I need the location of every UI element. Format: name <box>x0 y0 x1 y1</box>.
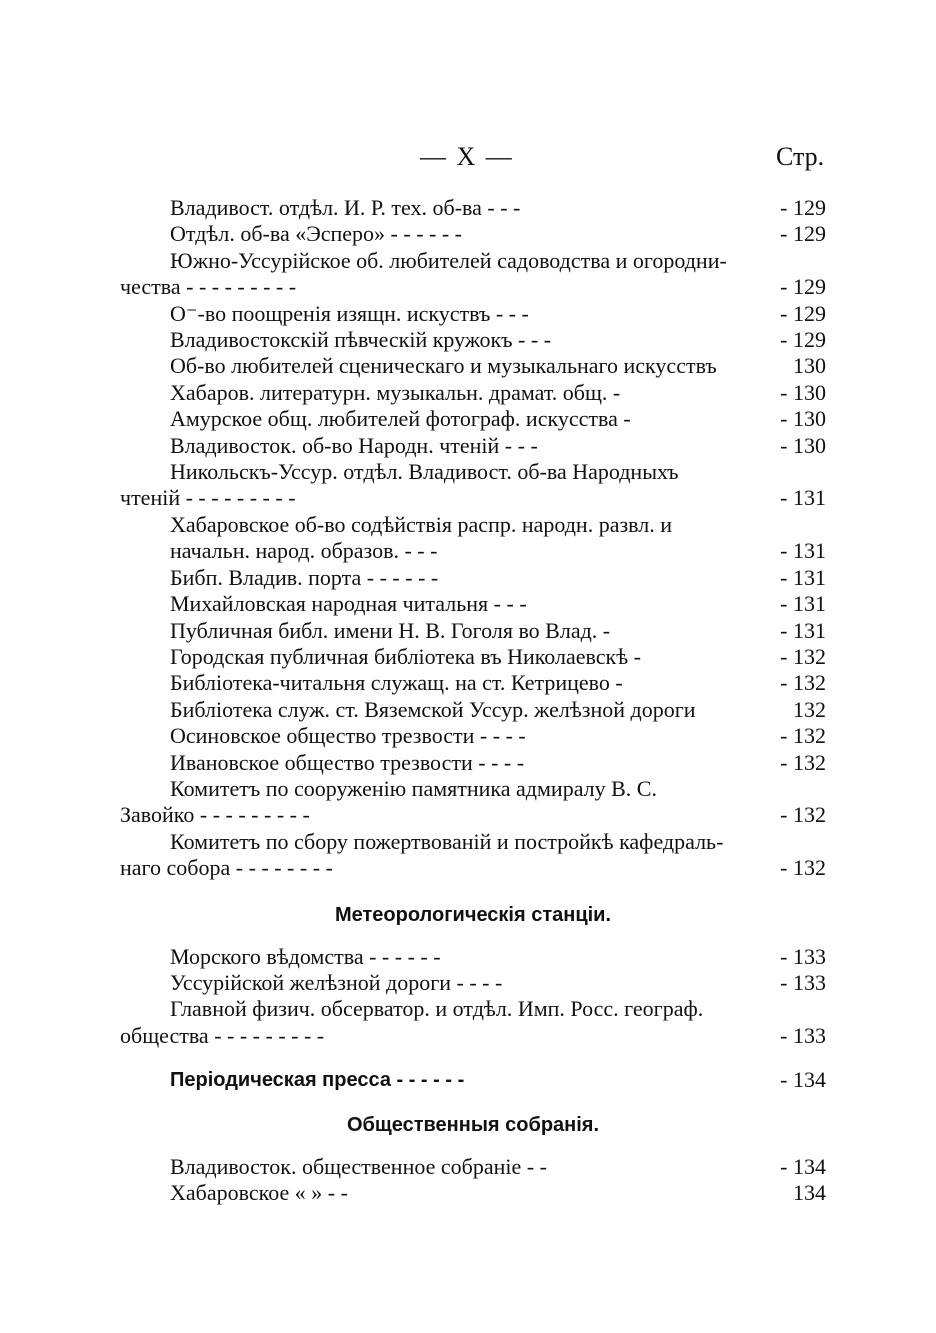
page-column-label: Стр. <box>776 142 825 171</box>
toc-entry <box>120 327 826 353</box>
toc-entry <box>120 944 826 970</box>
toc-entry <box>120 512 826 565</box>
toc-entry <box>120 248 826 301</box>
toc-entry-text-continued: начальн. народ. образов. - - - <box>170 538 438 564</box>
toc-entry-text: О⁻-во поощренія изящн. искуствъ - - - <box>170 300 529 326</box>
toc-entry-page: - 134 <box>780 1153 826 1179</box>
toc-entry-page: - 131 <box>780 485 826 511</box>
toc-entry-page: - 129 <box>780 195 826 220</box>
toc-entry-text: Никольскъ-Уссур. отдѣл. Владивост. об-ва Народныхъ <box>170 459 679 485</box>
toc-assembly-list <box>120 1154 826 1207</box>
toc-entry-page: - 132 <box>780 723 826 749</box>
toc-main-list <box>120 195 826 882</box>
toc-entry-text: Уссурійской желѣзной дороги - - - - <box>170 969 503 995</box>
toc-entry-page: - 129 <box>780 300 826 326</box>
toc-entry-text: Амурское общ. любителей фотограф. искусства - <box>170 406 631 432</box>
toc-entry-page: 130 <box>793 353 826 379</box>
toc-entry <box>120 723 826 749</box>
toc-entry-text: Южно-Уссурійское об. любителей садоводства и огородни- <box>170 247 727 273</box>
toc-entry-text: Владивостокскій пѣвческій кружокъ - - - <box>170 327 552 353</box>
toc-entry <box>120 406 826 432</box>
toc-entry <box>120 353 826 379</box>
toc-entry-page: - 134 <box>780 1067 826 1093</box>
toc-entry-text: Хабаровское об-во содѣйствія распр. народн. развл. и <box>170 511 673 537</box>
toc-entry <box>120 644 826 670</box>
toc-entry-text: Михайловская народная читальня - - - <box>170 591 527 617</box>
toc-entry <box>120 750 826 776</box>
page-number: — X — <box>420 142 514 171</box>
toc-entry-text: Библіотека служ. ст. Вяземской Уссур. желѣзной дороги <box>170 696 696 722</box>
toc-entry <box>120 380 826 406</box>
toc-entry-page: - 130 <box>780 432 826 458</box>
toc-entry-text: Морского вѣдомства - - - - - - <box>170 943 441 969</box>
toc-entry-text: Бибп. Владив. порта - - - - - - <box>170 564 439 590</box>
toc-entry-text: Хабаровское « » - - <box>170 1180 348 1205</box>
toc-entry-page: - 132 <box>780 855 826 881</box>
toc-entry-page: - 133 <box>780 969 826 995</box>
toc-entry-page: - 131 <box>780 591 826 617</box>
toc-entry <box>120 670 826 696</box>
toc-entry-text-continued: наго собора - - - - - - - - <box>120 855 333 881</box>
toc-entry <box>120 970 826 996</box>
toc-entry-text: Главной физич. обсерватор. и отдѣл. Имп. Росс. географ. <box>170 996 704 1022</box>
toc-entry-text-continued: чества - - - - - - - - - <box>120 274 297 300</box>
toc-entry-text: Періодическая пресса - - - - - - <box>170 1069 465 1092</box>
toc-entry-page: - 130 <box>780 406 826 432</box>
toc-entry-text: Комитетъ по сбору пожертвованій и постройкѣ кафедраль- <box>170 828 724 854</box>
toc-entry <box>120 221 826 247</box>
toc-entry-text: Публичная библ. имени Н. В. Гоголя во Влад. - <box>170 617 611 643</box>
section-title-meteo: Метеорологическія станціи. <box>334 903 612 926</box>
toc-entry-text: Осиновское общество трезвости - - - - <box>170 723 526 749</box>
toc-entry <box>120 776 826 829</box>
toc-entry-text: Владивосток. об-во Народн. чтеній - - - <box>170 432 538 458</box>
toc-entry <box>120 591 826 617</box>
toc-entry-page: - 131 <box>780 564 826 590</box>
toc-entry-text: Городская публичная библіотека въ Николаевскѣ - <box>170 643 642 669</box>
toc-entry-page: - 133 <box>780 1022 826 1048</box>
toc-entry-text: Об-во любителей сценическаго и музыкальнаго искусствъ <box>170 353 717 379</box>
toc-entry <box>120 301 826 327</box>
toc-entry-press <box>120 1067 826 1093</box>
toc-entry-text: Ивановское общество трезвости - - - - <box>170 749 525 775</box>
toc-entry-page: - 131 <box>780 617 826 643</box>
toc-entry-text: Хабаров. литературн. музыкальн. драмат. общ. - <box>170 379 621 405</box>
toc-entry <box>120 459 826 512</box>
table-of-contents <box>120 195 826 1206</box>
toc-entry-page: - 129 <box>780 274 826 300</box>
toc-entry-page: - 132 <box>780 749 826 775</box>
toc-entry <box>120 195 826 221</box>
toc-entry-text: Отдѣл. об-ва «Эсперо» - - - - - - <box>170 221 462 247</box>
page-header <box>0 142 936 178</box>
toc-entry <box>120 697 826 723</box>
toc-entry <box>120 1154 826 1180</box>
toc-entry-page: - 132 <box>780 670 826 696</box>
toc-entry-page: 132 <box>793 696 826 722</box>
toc-entry-page: - 130 <box>780 379 826 405</box>
toc-entry-text: Библіотека-читальня служащ. на ст. Кетрицево - <box>170 670 623 696</box>
toc-entry-text-continued: чтеній - - - - - - - - - <box>120 485 296 511</box>
toc-entry-text-continued: Завойко - - - - - - - - - <box>120 802 310 828</box>
toc-entry-page: - 129 <box>780 327 826 353</box>
toc-entry-text: Владивост. отдѣл. И. Р. тех. об-ва - - - <box>170 195 521 220</box>
toc-entry <box>120 1180 826 1206</box>
section-title-assembly: Общественныя собранія. <box>346 1113 600 1136</box>
toc-entry-text: Владивосток. общественное собраніе - - <box>170 1153 547 1179</box>
toc-entry-page: - 132 <box>780 643 826 669</box>
toc-entry <box>120 996 826 1049</box>
toc-entry-page: - 133 <box>780 943 826 969</box>
toc-entry-page: - 131 <box>780 538 826 564</box>
toc-entry <box>120 565 826 591</box>
toc-entry-page: - 129 <box>780 221 826 247</box>
toc-meteo-list <box>120 944 826 1050</box>
toc-entry-text: Комитетъ по сооруженію памятника адмиралу В. С. <box>170 775 657 801</box>
toc-entry <box>120 618 826 644</box>
toc-entry-page: - 132 <box>780 802 826 828</box>
toc-entry <box>120 433 826 459</box>
toc-entry-text-continued: общества - - - - - - - - - <box>120 1022 325 1048</box>
toc-entry-page: 134 <box>793 1180 826 1205</box>
toc-entry <box>120 829 826 882</box>
